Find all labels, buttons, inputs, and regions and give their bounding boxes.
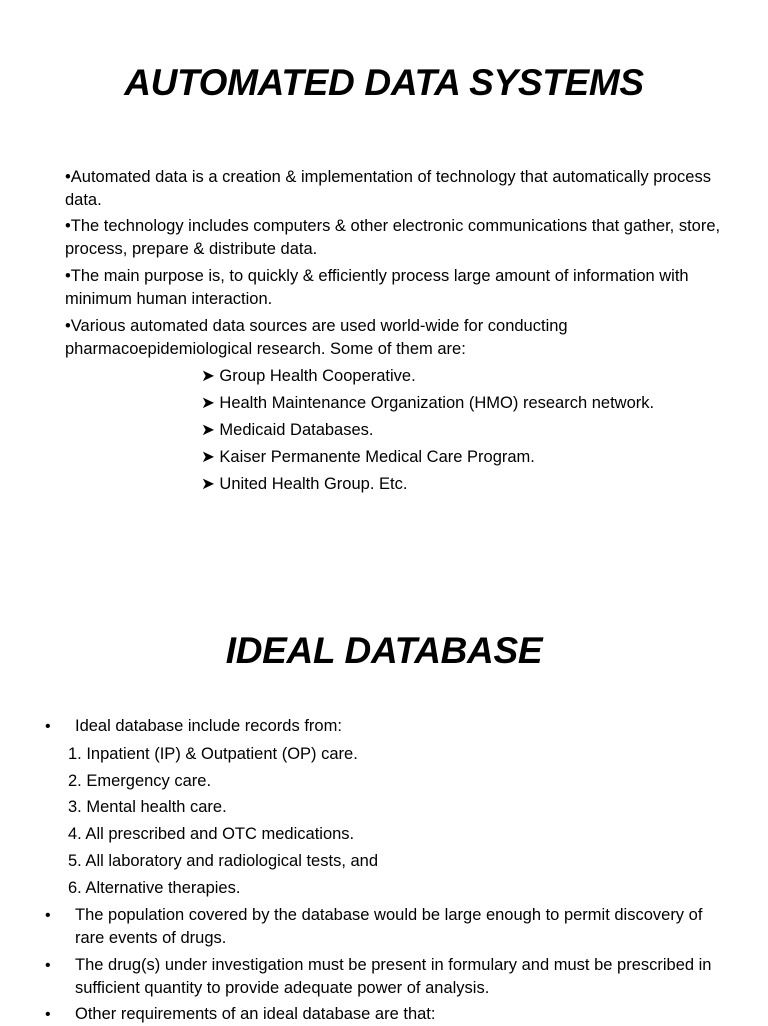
slide-title: AUTOMATED DATA SYSTEMS	[124, 62, 644, 103]
paragraph-technology: •The technology includes computers & other electronic communications that gather, store, process, prepare & distribute data.	[65, 217, 721, 258]
source-list-item: ➤ Group Health Cooperative.	[201, 367, 416, 385]
point-drug-formulary: The drug(s) under investigation must be present in formulary and must be prescribed in sufficient quantity to provide adequate power of analysis.	[75, 956, 712, 997]
record-item: 2. Emergency care.	[68, 772, 212, 790]
paragraph-definition: •Automated data is a creation & implementation of technology that automatically process data.	[65, 168, 711, 209]
paragraph-sources-intro: •Various automated data sources are used world-wide for conducting pharmacoepidemiological research. Some of them are:	[65, 317, 568, 358]
paragraph-purpose: •The main purpose is, to quickly & efficiently process large amount of information with minimum human interaction.	[65, 267, 689, 308]
slide-title: IDEAL DATABASE	[225, 630, 543, 671]
record-item: 1. Inpatient (IP) & Outpatient (OP) care.	[68, 745, 358, 763]
source-list-item: ➤ Kaiser Permanente Medical Care Program.	[201, 448, 535, 466]
source-list-item: ➤ Health Maintenance Organization (HMO) research network.	[201, 394, 655, 412]
bullet-mark: •	[45, 907, 51, 924]
record-item: 3. Mental health care.	[68, 798, 227, 816]
slide-ideal-database	[0, 560, 768, 1024]
bullet-mark: •	[45, 718, 51, 735]
source-list-item: ➤ Medicaid Databases.	[201, 421, 374, 439]
source-list-item: ➤ United Health Group. Etc.	[201, 475, 408, 493]
bullet-mark: •	[45, 1006, 51, 1023]
record-item: 4. All prescribed and OTC medications.	[68, 825, 355, 843]
point-other-requirements: Other requirements of an ideal database are that:	[75, 1005, 436, 1023]
record-item: 5. All laboratory and radiological tests, and	[68, 852, 379, 870]
bullet-mark: •	[45, 957, 51, 974]
records-intro: Ideal database include records from:	[75, 717, 342, 735]
record-item: 6. Alternative therapies.	[68, 879, 241, 897]
point-population: The population covered by the database would be large enough to permit discovery of rare events of drugs.	[75, 906, 703, 947]
